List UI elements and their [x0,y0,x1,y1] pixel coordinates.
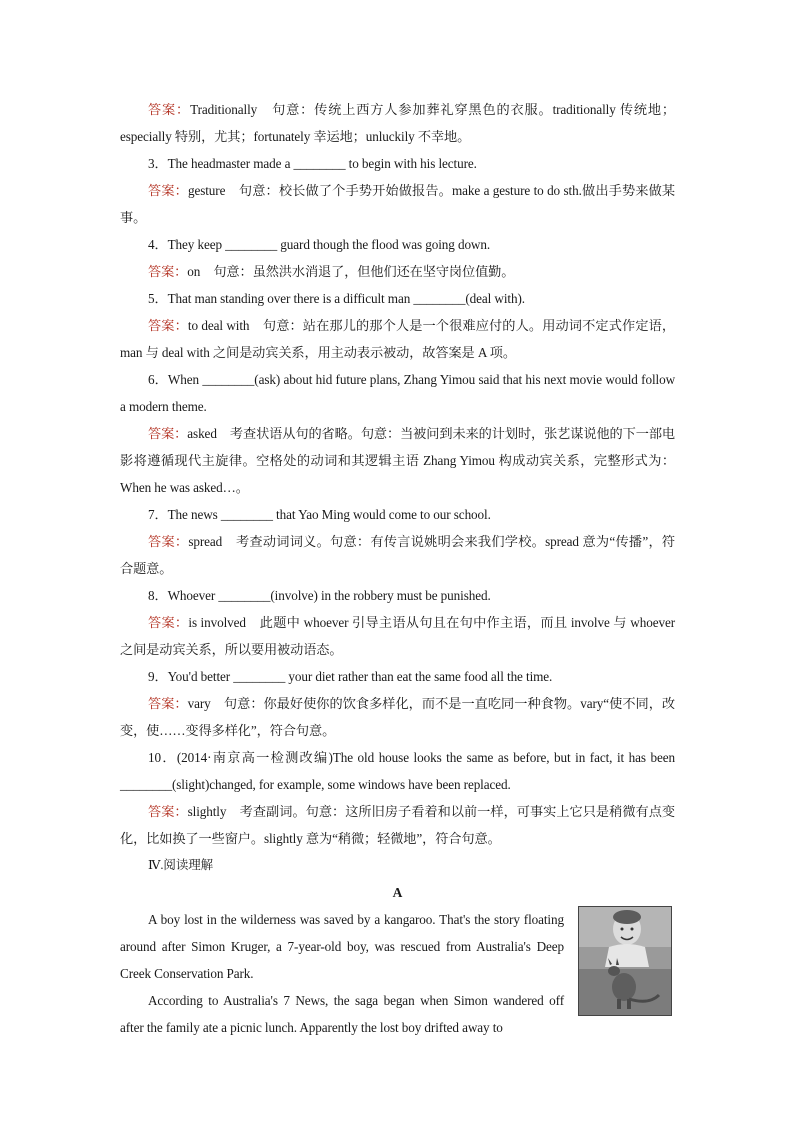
question-line: 9．You'd better ________ your diet rather than eat the same food all the time. [148,669,553,684]
reading-passage [120,906,675,1041]
answer-label: 答案： [148,318,188,333]
answer-line [120,798,675,852]
answer-text: on 句意：虽然洪水消退了，但他们还在坚守岗位值勤。 [187,264,515,279]
question-line: 6．When ________(ask) about hid future plans, Zhang Yimou said that his next movie would follow a modern theme. [120,372,675,414]
answer-text: Traditionally 句意：传统上西方人参加葬礼穿黑色的衣服。traditionally 传统地；especially 特别，尤其；fortunately 幸运地；unluckily 不幸地。 [120,102,676,144]
question-line: 8．Whoever ________(involve) in the robbery must be punished. [148,588,491,603]
question-line: 4．They keep ________ guard though the flood was going down. [148,237,491,252]
answer-line [120,96,675,150]
passage-heading: A [392,885,403,900]
answer-line [120,312,675,366]
answer-label: 答案： [148,534,189,549]
question-line: 10．(2014·南京高一检测改编)The old house looks the same as before, but in fact, it has been ________(slight)changed, for example, some windows have been replaced. [120,750,675,792]
boy-kangaroo-photo [578,906,672,1016]
question-line: 3．The headmaster made a ________ to begin with his lecture. [148,156,477,171]
exercise-content [120,96,675,1041]
answer-text: to deal with 句意：站在那儿的那个人是一个很难应付的人。用动词不定式作定语，man 与 deal with 之间是动宾关系，用主动表示被动，故答案是 A 项。 [120,318,676,360]
answer-label: 答案： [148,696,188,711]
answer-label: 答案： [148,183,188,198]
answer-label: 答案： [148,615,189,630]
passage-paragraph: According to Australia's 7 News, the saga began when Simon wandered off after the family ate a picnic lunch. Apparently the lost boy drifted away to [120,993,564,1035]
answer-label: 答案： [148,426,188,441]
answer-text: spread 考查动词词义。句意：有传言说姚明会来我们学校。spread 意为“传播”，符合题意。 [120,534,675,576]
answer-line [120,177,675,231]
passage-paragraph: A boy lost in the wilderness was saved by a kangaroo. That's the story floating around after Simon Kruger, a 7-year-old boy, was rescued from Australia's Deep Creek Conservation Park. [120,912,564,981]
question-line: 5．That man standing over there is a difficult man ________(deal with). [148,291,525,306]
answer-text: vary 句意：你最好使你的饮食多样化，而不是一直吃同一种食物。vary“使不同，改变，使……变得多样化”，符合句意。 [120,696,676,738]
answer-text: is involved 此题中 whoever 引导主语从句且在句中作主语，而且 involve 与 whoever之间是动宾关系，所以要用被动语态。 [120,615,676,657]
answer-line [120,258,675,285]
answer-text: slightly 考查副词。句意：这所旧房子看着和以前一样，可事实上它只是稍微有点变化，比如换了一些窗户。slightly 意为“稍微；轻微地”，符合句意。 [120,804,675,846]
answer-text: asked 考查状语从句的省略。句意：当被问到未来的计划时，张艺谋说他的下一部电影将遵循现代主旋律。空格处的动词和其逻辑主语 Zhang Yimou 构成动宾关系，完整形式为：When he was asked…。 [120,426,675,495]
section-title: Ⅳ.阅读理解 [148,858,214,872]
photo-illustration-icon [579,907,671,1015]
answer-text: gesture 句意：校长做了个手势开始做报告。make a gesture to do sth.做出手势来做某事。 [120,183,676,225]
answer-line [120,420,675,501]
passage-text [120,906,564,1041]
answer-line [120,609,675,663]
question-line: 7．The news ________ that Yao Ming would come to our school. [148,507,491,522]
answer-line [120,690,675,744]
answer-label: 答案： [148,804,188,819]
answer-line [120,528,675,582]
answer-label: 答案： [148,102,191,117]
answer-label: 答案： [148,264,188,279]
